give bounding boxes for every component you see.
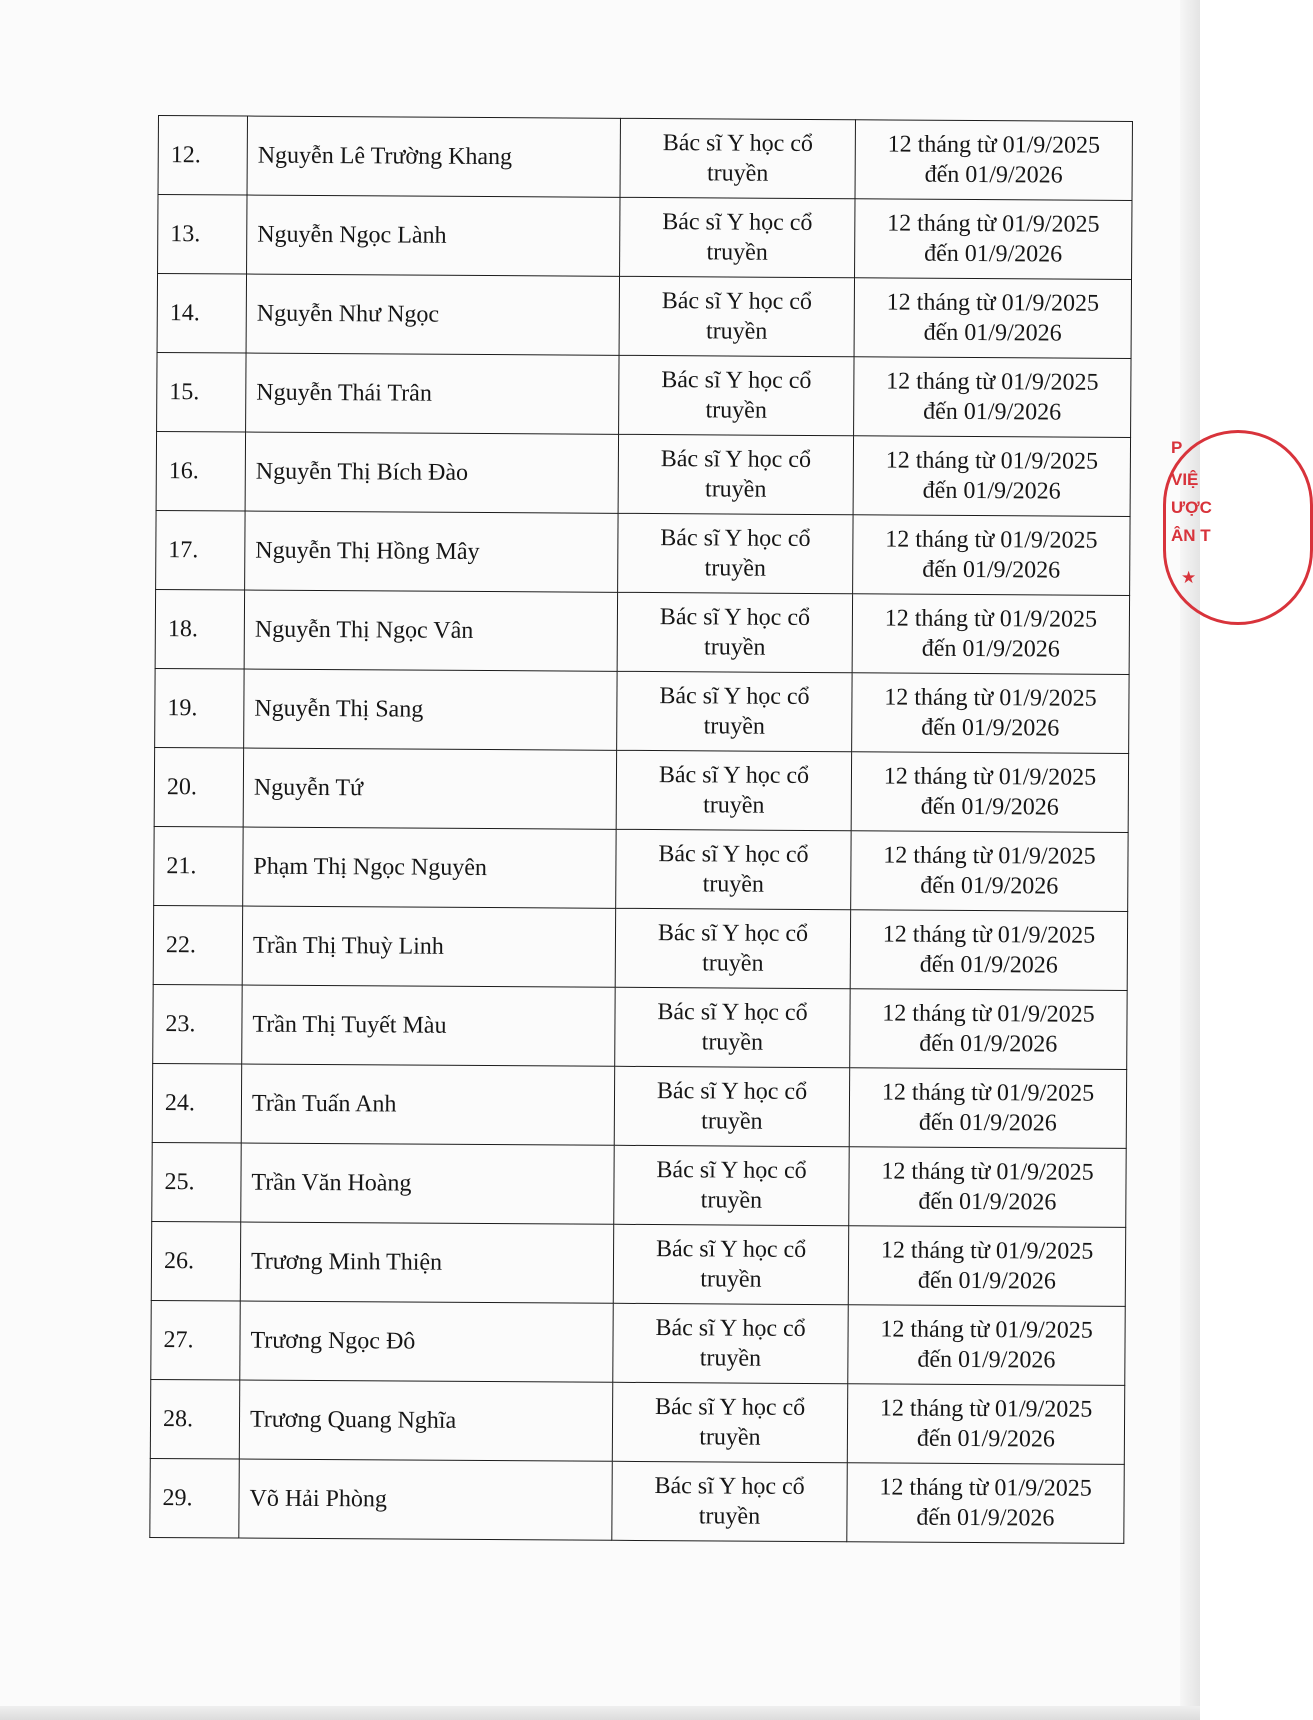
contract-period-text: 12 tháng từ 01/9/2025 [880,1237,1094,1265]
doctor-name-cell [243,748,616,829]
row-number-text: 21. [166,853,197,880]
doctor-name-text: Trương Minh Thiện [250,1248,443,1276]
doctor-name-text: Trần Văn Hoàng [251,1169,412,1197]
doctor-name-text: Trần Tuấn Anh [251,1090,397,1118]
job-title-text: truyền [706,239,768,266]
contract-period-cell [855,199,1132,280]
job-title-cell [619,276,854,356]
doctor-name-cell [244,669,617,750]
row-number-text: 15. [169,379,200,406]
table-row [153,984,1127,1069]
job-title-cell [614,1145,849,1225]
job-title-cell [613,1224,848,1304]
job-title-text: truyền [701,1029,764,1056]
contract-period-text: đến 01/9/2026 [920,872,1059,900]
contract-period-text: 12 tháng từ 01/9/2025 [882,1000,1095,1028]
doctor-name-cell [244,590,617,671]
contract-period-text: 12 tháng từ 01/9/2025 [885,447,1099,475]
row-number-cell [152,1063,241,1143]
contract-period-text: đến 01/9/2026 [919,951,1058,979]
job-title-text: truyền [703,713,766,740]
doctor-name-text: Trương Quang Nghĩa [249,1406,457,1434]
table-row [158,116,1132,201]
doctor-name-cell [241,1064,614,1145]
contract-period-text: 12 tháng từ 01/9/2025 [887,131,1101,159]
contract-period-text: đến 01/9/2026 [918,1109,1057,1137]
job-title-text: truyền [702,871,765,898]
doctor-name-cell [245,511,618,592]
row-number-text: 25. [164,1169,195,1196]
row-number-text: 12. [170,142,201,169]
job-title-text: Bác sĩ Y học cổ [658,841,809,868]
row-number-cell [156,431,245,511]
row-number-text: 22. [165,932,197,959]
contract-period-cell [850,989,1127,1070]
row-number-text: 24. [164,1090,196,1117]
contract-period-text: đến 01/9/2026 [917,1267,1056,1295]
doctor-name-text: Trần Thị Thuỳ Linh [252,932,444,960]
row-number-text: 19. [167,695,198,722]
row-number-text: 16. [168,458,199,485]
doctor-name-cell [242,906,615,987]
job-title-text: truyền [704,555,766,582]
doctor-name-cell [241,1143,614,1224]
job-title-text: Bác sĩ Y học cổ [662,130,814,158]
doctor-roster-table [149,115,1133,1544]
row-number-cell [156,510,245,590]
contract-period-text: đến 01/9/2026 [918,1188,1057,1216]
contract-period-text: đến 01/9/2026 [919,1030,1058,1058]
contract-period-cell [852,673,1129,754]
row-number-text: 26. [163,1248,195,1275]
contract-period-text: đến 01/9/2026 [921,635,1060,663]
doctor-name-text: Nguyễn Lê Trường Khang [257,142,513,171]
table-row [156,510,1130,595]
row-number-text: 17. [168,537,199,564]
contract-period-cell [848,1226,1125,1307]
row-number-text: 13. [170,221,201,248]
contract-period-text: 12 tháng từ 01/9/2025 [882,921,1096,949]
contract-period-text: đến 01/9/2026 [924,161,1063,189]
job-title-cell [616,750,851,830]
doctor-name-cell [242,985,615,1066]
official-seal-fragment [1163,430,1212,625]
doctor-name-cell [239,1380,612,1461]
doctor-name-text: Nguyễn Tứ [253,774,364,802]
contract-period-cell [847,1463,1124,1544]
table-row [156,431,1130,516]
job-title-text: Bác sĩ Y học cổ [658,762,810,789]
table-row [154,747,1128,832]
job-title-text: truyền [703,792,765,819]
job-title-text: truyền [700,1266,762,1293]
job-title-cell [620,197,855,277]
job-title-text: truyền [698,1503,761,1530]
job-title-text: Bác sĩ Y học cổ [660,525,811,552]
contract-period-text: 12 tháng từ 01/9/2025 [884,684,1097,712]
doctor-name-text: Nguyễn Thị Bích Đào [255,458,469,486]
job-title-cell [618,513,853,593]
contract-period-text: 12 tháng từ 01/9/2025 [887,210,1100,238]
job-title-text: Bác sĩ Y học cổ [661,288,813,315]
contract-period-cell [853,515,1130,596]
row-number-cell [150,1458,239,1538]
contract-period-text: 12 tháng từ 01/9/2025 [883,842,1096,870]
job-title-cell [619,355,854,435]
job-title-text: Bác sĩ Y học cổ [662,209,813,236]
doctor-name-cell [247,195,620,276]
contract-period-text: 12 tháng từ 01/9/2025 [881,1079,1095,1107]
doctor-name-cell [245,432,618,513]
job-title-text: Bác sĩ Y học cổ [656,1157,807,1184]
job-title-text: truyền [699,1345,762,1372]
job-title-text: truyền [706,160,769,187]
job-title-cell [615,908,850,988]
job-title-text: truyền [702,950,764,977]
row-number-text: 18. [167,616,198,643]
seal-text-3: ƯỢC [1171,498,1212,517]
job-title-text: truyền [701,1108,763,1135]
doctor-name-cell [247,116,620,197]
table-row [151,1300,1125,1385]
job-title-cell [613,1303,848,1383]
row-number-cell [153,905,242,985]
contract-period-cell [849,1068,1126,1149]
job-title-cell [612,1461,847,1541]
seal-text-2: VIỆ [1171,470,1199,489]
doctor-name-text: Nguyễn Ngọc Lành [257,221,447,249]
table-row [153,905,1127,990]
row-number-text: 27. [163,1327,194,1354]
doctor-name-cell [240,1301,613,1382]
job-title-cell [614,1066,849,1146]
job-title-text: Bác sĩ Y học cổ [659,604,811,631]
contract-period-cell [849,1147,1126,1228]
roster-table-body [150,116,1133,1544]
row-number-text: 28. [162,1406,194,1433]
doctor-name-cell [239,1459,612,1540]
doctor-name-cell [240,1222,613,1303]
contract-period-cell [851,752,1128,833]
job-title-text: Bác sĩ Y học cổ [655,1315,806,1342]
contract-period-cell [848,1305,1125,1386]
contract-period-cell [855,120,1132,201]
job-title-cell [617,592,852,672]
doctor-name-cell [243,827,616,908]
row-number-text: 29. [162,1485,193,1512]
row-number-cell [152,1142,241,1222]
contract-period-cell [854,357,1131,438]
table-row [152,1142,1126,1227]
row-number-cell [158,116,247,196]
job-title-cell [615,987,850,1067]
row-number-cell [153,984,242,1064]
table-row [157,274,1131,359]
contract-period-text: 12 tháng từ 01/9/2025 [886,368,1099,396]
job-title-text: truyền [704,476,767,503]
row-number-cell [155,589,244,669]
table-row [155,668,1129,753]
contract-period-text: đến 01/9/2026 [923,319,1062,347]
row-number-text: 14. [169,300,200,327]
table-row [151,1221,1125,1306]
job-title-text: Bác sĩ Y học cổ [657,999,808,1026]
contract-period-text: đến 01/9/2026 [922,556,1061,584]
job-title-text: Bác sĩ Y học cổ [655,1236,807,1263]
job-title-text: truyền [704,634,766,661]
doctor-name-text: Trương Ngọc Đô [250,1327,416,1355]
job-title-text: truyền [700,1187,763,1214]
row-number-cell [151,1221,240,1301]
table-row [152,1063,1126,1148]
table-row [155,589,1129,674]
job-title-cell [618,434,853,514]
job-title-text: Bác sĩ Y học cổ [657,920,809,947]
contract-period-cell [852,594,1129,675]
doctor-name-cell [246,274,619,355]
contract-period-cell [851,831,1128,912]
row-number-cell [150,1379,239,1459]
job-title-cell [617,671,852,751]
row-number-cell [155,668,244,748]
contract-period-text: 12 tháng từ 01/9/2025 [884,605,1098,633]
job-title-cell [616,829,851,909]
seal-star-icon: ★ [1181,568,1197,587]
contract-period-cell [847,1384,1124,1465]
job-title-text: Bác sĩ Y học cổ [654,1473,805,1500]
scan-edge-shadow [1180,0,1200,1720]
row-number-cell [157,352,246,432]
table-row [154,826,1128,911]
doctor-name-text: Trần Thị Tuyết Màu [252,1011,447,1039]
job-title-text: Bác sĩ Y học cổ [661,367,812,394]
contract-period-text: 12 tháng từ 01/9/2025 [879,1395,1093,1423]
contract-period-text: đến 01/9/2026 [916,1504,1055,1532]
job-title-text: Bác sĩ Y học cổ [656,1078,808,1105]
contract-period-text: 12 tháng từ 01/9/2025 [880,1316,1093,1344]
job-title-text: Bác sĩ Y học cổ [660,446,812,473]
table-row [150,1458,1124,1543]
row-number-cell [151,1300,240,1380]
doctor-name-text: Nguyễn Thị Hồng Mây [255,537,480,565]
contract-period-text: đến 01/9/2026 [917,1346,1056,1374]
table-row [150,1379,1124,1464]
row-number-text: 23. [165,1011,196,1038]
contract-period-text: đến 01/9/2026 [916,1425,1056,1453]
job-title-text: Bác sĩ Y học cổ [659,683,810,710]
contract-period-text: 12 tháng từ 01/9/2025 [883,763,1097,791]
doctor-name-text: Nguyễn Thị Ngọc Vân [254,616,474,644]
scan-bottom-shadow [0,1706,1200,1720]
doctor-name-text: Võ Hải Phòng [249,1485,387,1513]
doctor-name-text: Nguyễn Thái Trân [256,379,432,407]
contract-period-text: 12 tháng từ 01/9/2025 [881,1158,1094,1186]
contract-period-cell [850,910,1127,991]
contract-period-text: 12 tháng từ 01/9/2025 [885,526,1098,554]
seal-text-1: P [1171,438,1183,457]
table-row [158,195,1132,280]
contract-period-text: 12 tháng từ 01/9/2025 [886,289,1100,317]
job-title-text: truyền [705,318,768,345]
table-row [157,352,1131,437]
job-title-cell [620,118,855,198]
contract-period-text: đến 01/9/2026 [924,240,1063,268]
contract-period-text: 12 tháng từ 01/9/2025 [879,1474,1092,1502]
contract-period-cell [854,278,1131,359]
row-number-text: 20. [166,774,197,801]
doctor-name-text: Nguyễn Như Ngọc [256,300,440,328]
row-number-cell [154,826,243,906]
contract-period-text: đến 01/9/2026 [920,793,1059,821]
doctor-name-cell [246,353,619,434]
contract-period-text: đến 01/9/2026 [921,714,1060,742]
job-title-text: Bác sĩ Y học cổ [654,1394,806,1421]
contract-period-cell [853,436,1130,517]
seal-text-4: ÂN T [1171,526,1211,545]
contract-period-text: đến 01/9/2026 [923,398,1062,426]
row-number-cell [158,195,247,275]
contract-period-text: đến 01/9/2026 [922,477,1061,505]
doctor-name-text: Nguyễn Thị Sang [254,695,424,723]
doctor-name-text: Phạm Thị Ngọc Nguyên [253,853,488,882]
job-title-text: truyền [705,397,767,424]
row-number-cell [154,747,243,827]
job-title-cell [612,1382,847,1462]
job-title-text: truyền [699,1424,761,1451]
row-number-cell [157,274,246,354]
